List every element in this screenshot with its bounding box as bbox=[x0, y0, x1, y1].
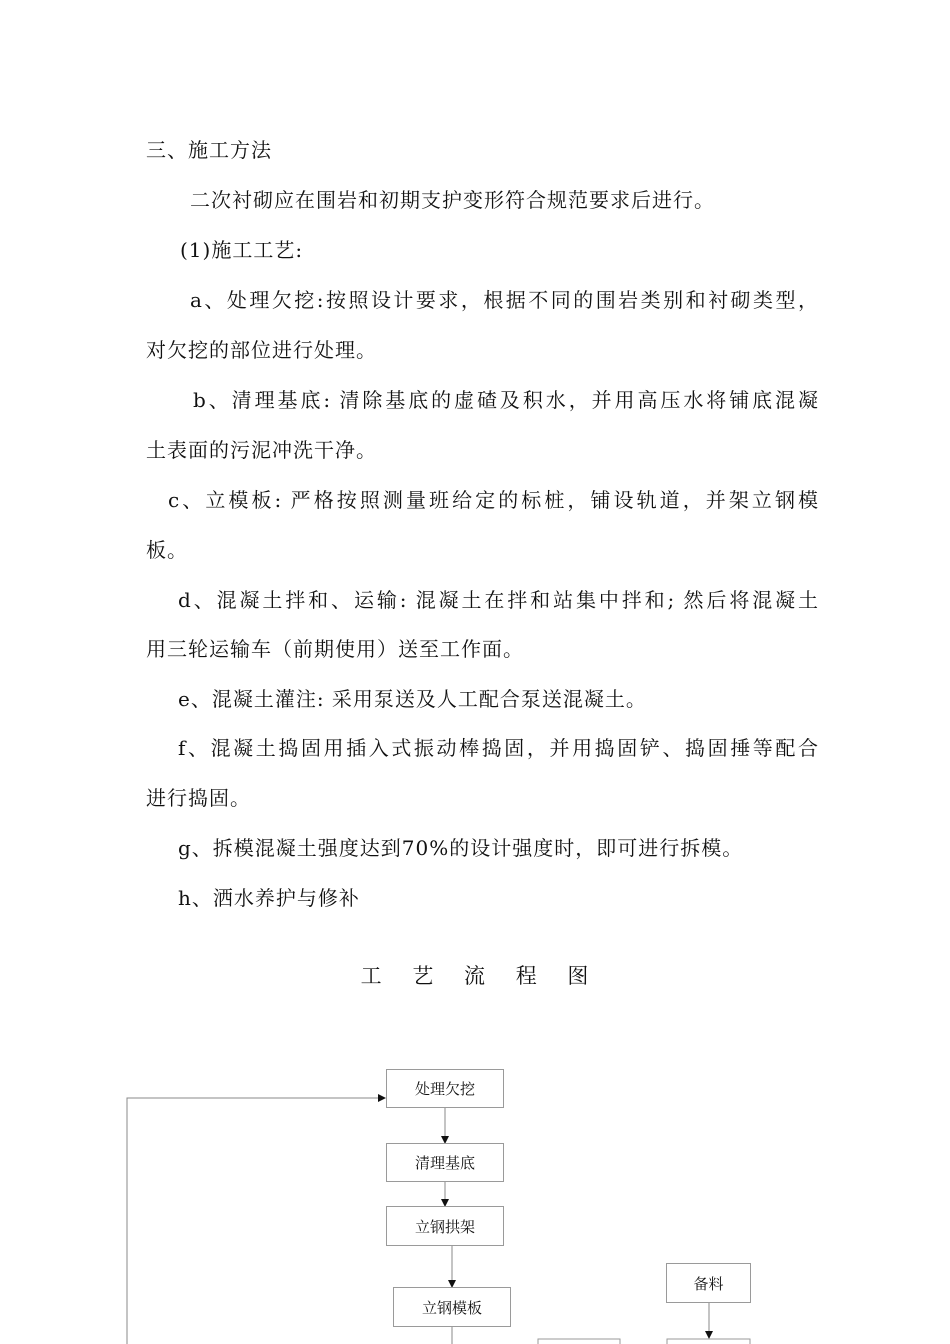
flow-node-steel-arch: 立钢拱架 bbox=[386, 1206, 504, 1246]
step-e: e、混凝土灌注: 采用泵送及人工配合泵送混凝土。 bbox=[178, 687, 647, 711]
flow-node-materials: 备料 bbox=[666, 1263, 751, 1303]
flow-title-char: 工 bbox=[360, 964, 383, 988]
step-c-line1: c、立模板: 严格按照测量班给定的标桩，铺设轨道，并架立钢模 bbox=[168, 488, 818, 512]
flow-node-steel-formwork: 立钢模板 bbox=[393, 1287, 511, 1327]
flow-node-process-underbreak: 处理欠挖 bbox=[386, 1069, 504, 1108]
intro-paragraph: 二次衬砌应在围岩和初期支护变形符合规范要求后进行。 bbox=[190, 188, 715, 212]
step-h: h、洒水养护与修补 bbox=[178, 886, 360, 910]
step-d-line2: 用三轮运输车（前期使用）送至工作面。 bbox=[146, 637, 524, 661]
step-d-line1: d、混凝土拌和、运输: 混凝土在拌和站集中拌和; 然后将混凝土 bbox=[178, 588, 818, 612]
loop-back-line bbox=[127, 1098, 385, 1344]
flow-title-char: 图 bbox=[567, 964, 590, 988]
flow-node-clean-base: 清理基底 bbox=[386, 1143, 504, 1182]
flow-title-char: 流 bbox=[464, 964, 486, 988]
subheading: (1)施工工艺: bbox=[180, 238, 304, 262]
partial-box-right bbox=[667, 1339, 750, 1344]
step-a-line2: 对欠挖的部位进行处理。 bbox=[146, 338, 377, 362]
section-heading: 三、施工方法 bbox=[146, 138, 272, 162]
step-b-line1: b、清理基底: 清除基底的虚碴及积水，并用高压水将铺底混凝 bbox=[193, 388, 818, 412]
step-b-line2: 土表面的污泥冲洗干净。 bbox=[146, 438, 377, 462]
partial-box-middle bbox=[538, 1339, 620, 1344]
flow-title-char: 程 bbox=[515, 964, 538, 988]
flow-title-char: 艺 bbox=[412, 964, 435, 988]
step-f-line1: f、混凝土捣固用插入式振动棒捣固，并用捣固铲、捣固捶等配合 bbox=[178, 736, 818, 760]
step-a-line1: a、处理欠挖:按照设计要求，根据不同的围岩类别和衬砌类型， bbox=[190, 288, 818, 312]
step-f-line2: 进行捣固。 bbox=[146, 786, 251, 810]
step-g: g、拆模混凝土强度达到70%的设计强度时，即可进行拆模。 bbox=[178, 836, 744, 860]
step-c-line2: 板。 bbox=[146, 538, 188, 562]
